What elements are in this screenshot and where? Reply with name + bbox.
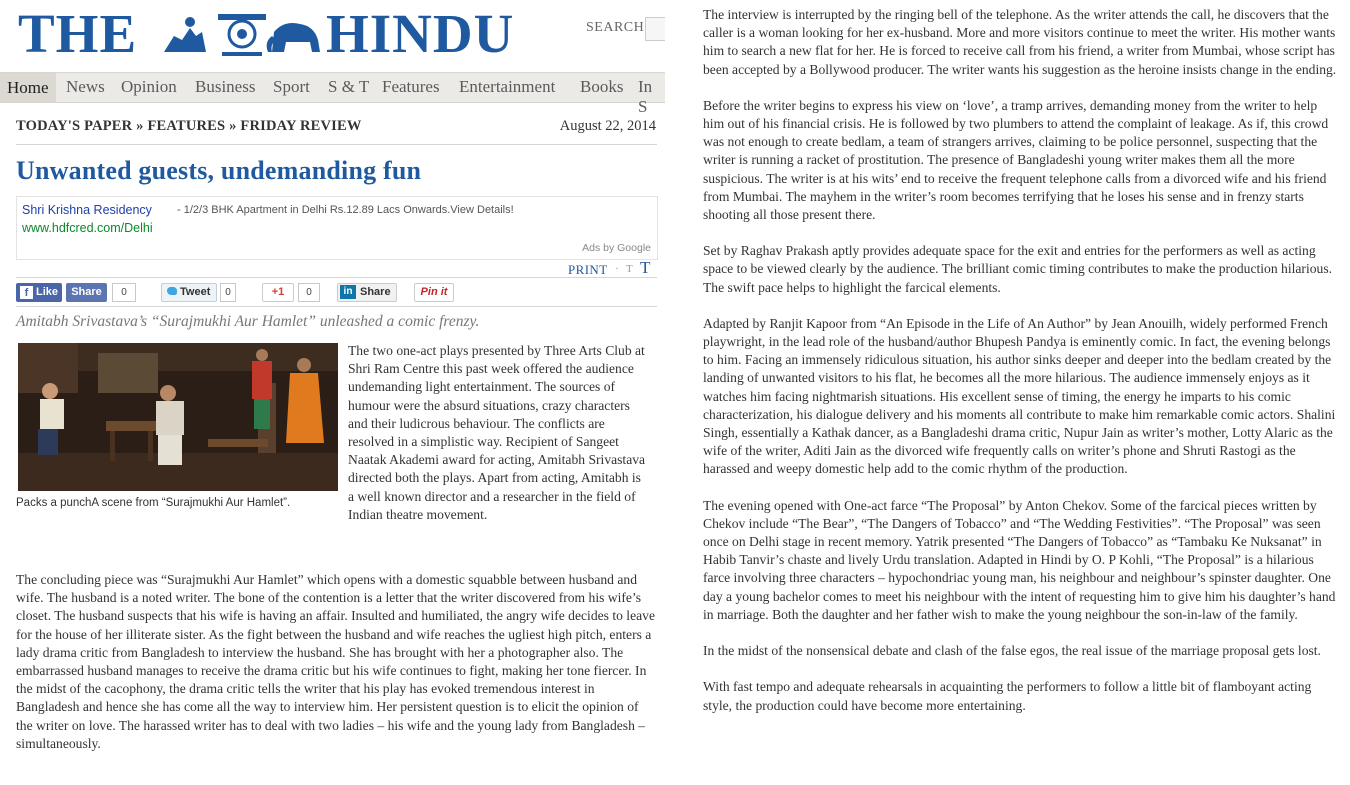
tweet-count: 0	[220, 283, 236, 302]
google-plus-count: 0	[298, 283, 320, 302]
linkedin-share-button[interactable]	[337, 283, 397, 302]
article-photo[interactable]	[18, 343, 338, 491]
linkedin-share-label: Share	[360, 286, 391, 298]
nav-item-entertainment[interactable]: Entertainment	[459, 77, 556, 96]
article-paragraph: Adapted by Ranjit Kapoor from “An Episode in the Life of An Author” by Jean Anouilh, widely performed French playwright, in the lead role of the husband/author Bhupesh Pandya is eminently comic. In fact, the evening belongs to him. Facing an immensely ridiculous situation, his author sinks deeper and deeper into the bedlam created by the landing of unwanted visitors to his flat, he becomes all the more hilarious. The audience immensely enjoys as it watches him facing nightmarish situations. His excellent sense of timing, the energy he imparts to his comic characterization, his dialogue delivery and his moments all contribute to make him remarkable comic actors. Shalini Singh, essentially a Kathak dancer, as a Bangladeshi drama critic, Nupur Jain as writer’s mother, Lotty Alaric as the wife of the writer, Aditi Jain as the divorced wife frequently calls on writer’s phone and Shruti Rastogi as the harassed and weepy domestic help add to the comic rhythm of the production.	[703, 315, 1336, 477]
divider	[16, 144, 657, 145]
article-paragraph: Set by Raghav Prakash aptly provides adequate space for the exit and entries for the performers as well as acting space to be viewed clearly by the audience. The brilliant comic timing contributes to make the production hilarious. The swift pace helps to highlight the farcical elements.	[703, 243, 1333, 295]
ad-title-link[interactable]: Shri Krishna Residency	[22, 203, 152, 217]
google-plus-button[interactable]: +1	[262, 283, 294, 302]
nav-item-opinion[interactable]: Opinion	[121, 77, 177, 96]
linkedin-icon: in	[340, 285, 356, 299]
nav-item-home[interactable]: Home	[0, 73, 56, 102]
publish-date: August 22, 2014	[559, 118, 656, 134]
ad-url-link[interactable]: www.hdfcred.com/Delhi	[22, 221, 153, 235]
facebook-share-count: 0	[112, 283, 136, 302]
right-column	[703, 6, 1341, 733]
text-smaller-button[interactable]: T	[626, 263, 633, 275]
ad-description: - 1/2/3 BHK Apartment in Delhi Rs.12.89 Lacs Onwards.View Details!	[177, 204, 514, 216]
breadcrumb[interactable]: TODAY'S PAPER » FEATURES » FRIDAY REVIEW	[16, 118, 362, 134]
conclusion-paragraph: The concluding piece was “Surajmukhi Aur Hamlet” which opens with a domestic squabble between husband and wife. The husband is a noted writer. The bone of the contention is a letter that the writer discovered from his wife’s closet. The husband suspects that his wife is having an affair. Insulted and humiliated, the angry wife decides to leave for the house of her illiterate sister. As the fight between the husband and wife reaches the ugliest high pitch, enters a lady drama critic from Bangladesh to interview the husband. She has brought with her a photographer also. The embarrassed husband manages to receive the drama critic but his wife continues to fight, making her tone fiercer. In the midst of the cacophony, the drama critic tells the writer that his play has evoked tremendous interest in Bangladesh and hence she has come all the way to interview him. Her persistent question is to elicit the opinion of the writer on love. The harassed writer has to deal with two ladies – his wife and the young lady from Bangladesh – simultaneously.	[16, 572, 655, 751]
facebook-share-button[interactable]: Share	[66, 283, 107, 302]
main-nav	[0, 72, 665, 116]
pinterest-button[interactable]: Pin it	[414, 283, 454, 302]
search-label: SEARCH	[586, 20, 645, 35]
standfirst: Amitabh Srivastava’s “Surajmukhi Aur Hamlet” unleashed a comic frenzy.	[16, 313, 480, 330]
ads-by-google[interactable]: Ads by Google	[582, 242, 651, 254]
page-title: Unwanted guests, undemanding fun	[16, 156, 422, 185]
nav-item-business[interactable]: Business	[195, 77, 256, 96]
divider	[16, 277, 657, 278]
nav-item-news[interactable]: News	[66, 77, 105, 96]
tweet-label: Tweet	[180, 286, 211, 298]
facebook-icon: f	[20, 286, 33, 299]
brand-the: THE	[18, 3, 138, 64]
article-paragraph: With fast tempo and adequate rehearsals in acquainting the performers to follow a little bit of flamboyant acting style, the production could have become more entertaining.	[703, 679, 1312, 713]
masthead[interactable]	[18, 4, 558, 64]
nav-item-more[interactable]: In S	[638, 77, 653, 116]
twitter-bird-icon	[167, 287, 177, 295]
article-paragraph: In the midst of the nonsensical debate and clash of the false egos, the real issue of the marriage proposal gets lost.	[703, 643, 1321, 659]
nav-item-features[interactable]: Features	[382, 77, 440, 96]
nav-item-s-and-t[interactable]: S & T	[328, 77, 370, 96]
like-label: Like	[36, 286, 59, 298]
emblem-logo-icon	[160, 6, 324, 60]
google-ad[interactable]	[16, 196, 658, 260]
article-paragraph: Before the writer begins to express his view on ‘love’, a tramp arrives, demanding money from the writer to help him out of his financial crisis. He is followed by two plumbers to attend the complaint of leakage. As if, this crowd was not enough to create bedlam, a team of strangers arrives, claiming to be police personnel, suspecting that the writer is running a racket of prostitution. The presence of Bangladeshi young writer makes them all the more suspicious. The writer is at his wits’ end to receive the frequent telephone calls from a divorced wife and his friend from Mumbai. The mayhem in the writer’s room becomes terrifying that he loses his sense and in frenzy starts shooting all those present there.	[703, 97, 1329, 223]
article-paragraph: The evening opened with One-act farce “The Proposal” by Anton Chekov. Some of the farcical pieces written by Chekov include “The Bear”, “The Dangers of Tobacco” and “The Wedding Festivities”. “The Proposal” was seen once on Delhi stage in recent memory. Yatrik presented “The Dangers of Tobacco” as “Tambaku Ke Nuksanat” in Habib Tanvir’s chaste and lively Urdu translation. Adapted in Hindi by O. P Kohli, “The Proposal” is a hilarious farce involving three characters – hypochondriac young man, his neighbour and neighbour’s spinster daughter. One day a young bachelor comes to meet his neighbour with the intent of requesting him to give him his daughter’s hand in marriage. Both the daughter and her father wish to make the young neighbour the son-in-law of the family.	[703, 497, 1336, 622]
stage-scene-image	[18, 343, 338, 491]
text-larger-button[interactable]: T	[640, 258, 651, 277]
tweet-button[interactable]	[161, 283, 217, 302]
nav-item-sport[interactable]: Sport	[273, 77, 310, 96]
photo-caption: Packs a punchA scene from “Surajmukhi Aur Hamlet”.	[16, 497, 291, 509]
intro-paragraph: The two one-act plays presented by Three Arts Club at Shri Ram Centre this past week offered the audience undemanding light entertainment. The sources of humour were the absurd situations, crazy characters and their ludicrous behaviour. The conflicts are resolved in a simplistic way. Recipient of Sangeet Naatak Akademi award for acting, Amitabh Srivastava directed both the plays. Apart from acting, Amitabh is a well known director and a researcher in the field of Indian theatre movement.	[348, 343, 646, 522]
article-paragraph: The interview is interrupted by the ringing bell of the telephone. As the writer attends the call, he discovers that the caller is a woman looking for her ex-husband. More and more visitors continue to meet the writer. His mother wants him to search a new flat for her. He is forced to receive call from his friend, a writer from Mumbai, whose script has been accepted by a Bollywood producer. The writer wants his suggestion as the heroine insists change in the ending.	[703, 7, 1337, 77]
facebook-like-button[interactable]	[16, 283, 62, 302]
left-column	[0, 0, 665, 785]
print-link[interactable]: PRINT	[568, 262, 608, 277]
tools-separator: ·	[615, 263, 619, 275]
brand-hindu: HINDU	[326, 3, 515, 64]
nav-item-books[interactable]: Books	[580, 77, 624, 96]
divider	[16, 306, 657, 307]
search-input[interactable]	[645, 17, 665, 41]
